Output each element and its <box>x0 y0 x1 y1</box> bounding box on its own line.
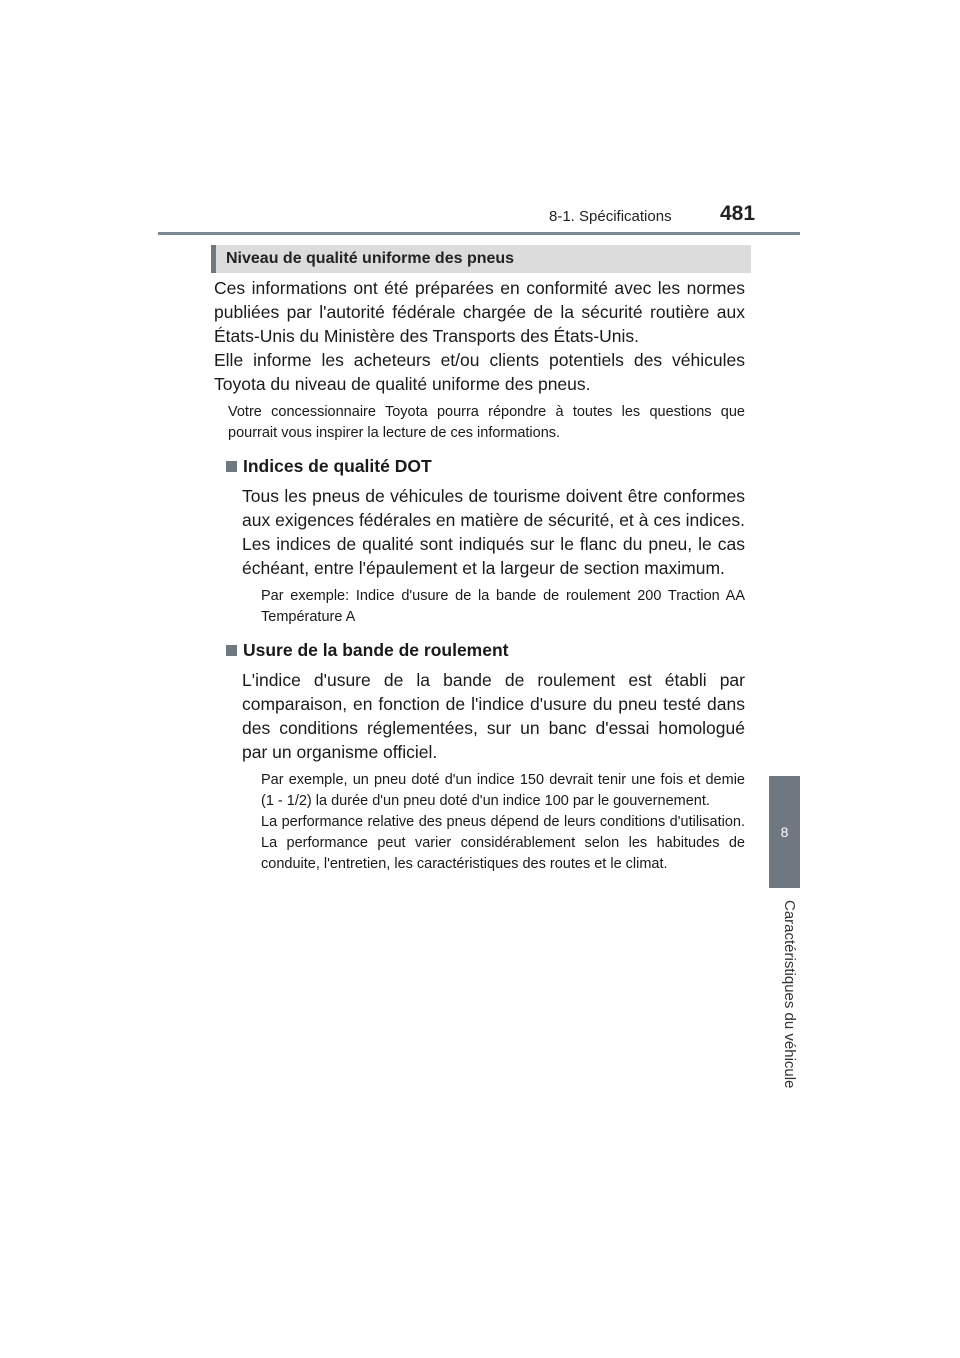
header-divider <box>158 232 800 235</box>
square-bullet-icon <box>226 461 237 472</box>
content-body <box>214 276 745 875</box>
subsection-heading-dot <box>214 454 745 478</box>
subsection-title: Usure de la bande de roulement <box>243 640 509 660</box>
section-heading <box>211 245 751 273</box>
intro-note: Votre concessionnaire Toyota pourra répondre à toutes les questions que pourrait vous inspirer la lecture de ces informations. <box>228 404 745 441</box>
subsection-note: Par exemple, un pneu doté d'un indice 150 devrait tenir une fois et demie (1 - 1/2) la durée d'un pneu doté d'un indice 100 par le gouvernement. <box>261 772 745 809</box>
subsection-heading-wear <box>214 638 745 662</box>
chapter-tab <box>769 776 800 888</box>
section-title: 8-1. Spécifications <box>549 208 672 225</box>
subsection-paragraph: L'indice d'usure de la bande de roulement est établi par comparaison, en fonction de l'indice d'usure du pneu testé dans des conditions réglementées, sur un banc d'essai homologué par un organisme officiel. <box>242 670 745 762</box>
section-heading-text: Niveau de qualité uniforme des pneus <box>226 250 515 267</box>
chapter-label-text: Caractéristiques du véhicule <box>781 900 798 1089</box>
chapter-number: 8 <box>780 824 789 840</box>
subsection-title: Indices de qualité DOT <box>243 456 432 476</box>
chapter-label <box>772 900 798 1160</box>
intro-paragraph-2: Elle informe les acheteurs et/ou clients potentiels des véhicules Toyota du niveau de qualité uniforme des pneus. <box>214 350 745 394</box>
intro-paragraph-1: Ces informations ont été préparées en conformité avec les normes publiées par l'autorité fédérale chargée de la sécurité routière aux États-Unis du Ministère des Transports des États-Unis. <box>214 278 745 346</box>
subsection-note: Par exemple: Indice d'usure de la bande de roulement 200 Traction AA Température A <box>261 588 745 625</box>
square-bullet-icon <box>226 645 237 656</box>
page-number: 481 <box>720 202 756 225</box>
subsection-paragraph: Tous les pneus de véhicules de tourisme doivent être conformes aux exigences fédérales en matière de sécurité, et à ces indices. Les indices de qualité sont indiqués sur le flanc du pneu, le cas échéant, entre l'épaulement et la largeur de section maximum. <box>242 486 745 578</box>
subsection-note: La performance relative des pneus dépend de leurs conditions d'utilisation. La performance peut varier considérablement selon les habitudes de conduite, l'entretien, les caractéristiques des routes et le climat. <box>261 814 745 872</box>
